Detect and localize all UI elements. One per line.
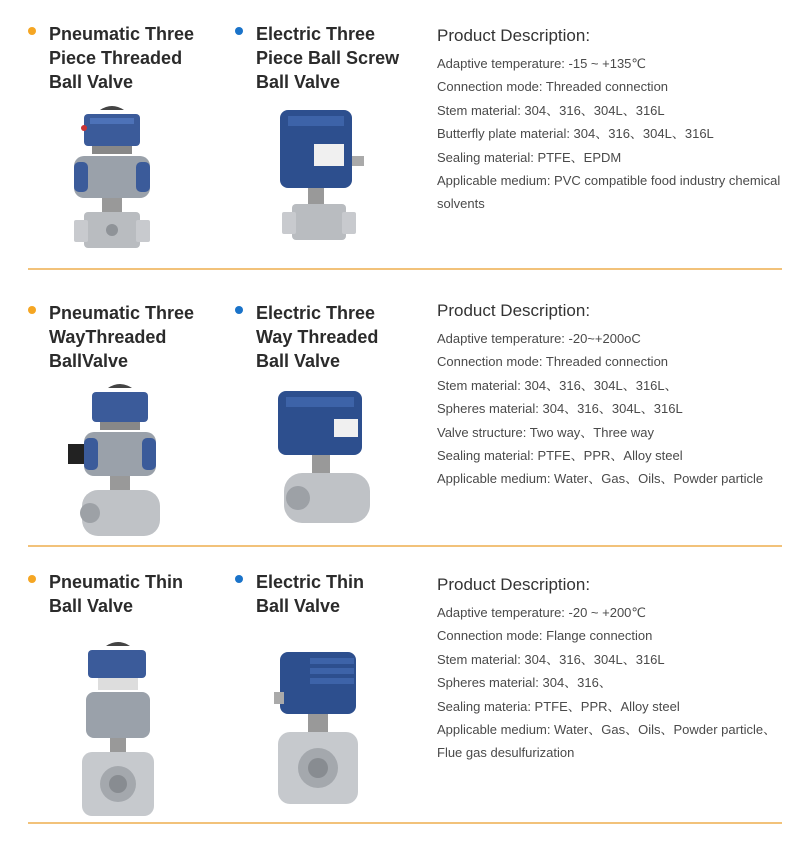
bullet-dot xyxy=(28,306,36,314)
product-pneumatic-thin[interactable] xyxy=(28,570,218,618)
product-row-1 xyxy=(0,0,800,270)
product-title: Pneumatic Three WayThreaded BallValve xyxy=(49,303,195,371)
product-row-3 xyxy=(0,552,800,832)
spec-line: Applicable medium: Water、Gas、Oils、Powder particle、 xyxy=(437,722,777,738)
product-title: Electric Three Piece Ball Screw Ball Valve xyxy=(256,24,400,92)
electric-3way-ball-valve-icon xyxy=(268,385,378,535)
spec-line: Applicable medium: PVC compatible food industry chemical solvents xyxy=(437,173,781,212)
spec-line: Butterfly plate material: 304、316、304L、316L xyxy=(437,126,714,142)
bullet-dot xyxy=(235,27,243,35)
section-divider xyxy=(28,268,782,270)
bullet-dot xyxy=(28,575,36,583)
section-divider xyxy=(28,822,782,824)
product-row-2 xyxy=(0,275,800,545)
spec-line: Sealing material: PTFE、PPR、Alloy steel xyxy=(437,448,683,464)
spec-line: Adaptive temperature: -20 ~ +200℃ xyxy=(437,605,647,620)
pneumatic-thin-ball-valve-icon xyxy=(78,638,158,820)
product-title: Electric Thin Ball Valve xyxy=(256,572,365,616)
spec-line: Sealing material: PTFE、EPDM xyxy=(437,149,622,165)
product-title: Electric Three Way Threaded Ball Valve xyxy=(256,303,379,371)
spec-line: Spheres material: 304、316、 xyxy=(437,675,612,691)
product-electric-3way[interactable] xyxy=(235,301,425,373)
spec-line: Sealing materia: PTFE、PPR、Alloy steel xyxy=(437,698,680,714)
product-pneumatic-3way[interactable] xyxy=(28,301,218,373)
product-pneumatic-3pc[interactable] xyxy=(28,22,218,94)
product-description xyxy=(437,25,792,216)
spec-line: Connection mode: Flange connection xyxy=(437,628,653,644)
spec-line: Adaptive temperature: -15 ~ +135℃ xyxy=(437,56,647,71)
pneumatic-3pc-ball-valve-icon xyxy=(62,102,157,260)
product-electric-thin[interactable] xyxy=(235,570,425,618)
section-divider xyxy=(28,545,782,547)
bullet-dot xyxy=(28,27,36,35)
bullet-dot xyxy=(235,575,243,583)
product-description xyxy=(437,574,792,765)
spec-line: Spheres material: 304、316、304L、316L xyxy=(437,401,683,417)
description-heading: Product Description: xyxy=(437,301,591,320)
spec-line: Valve structure: Two way、Three way xyxy=(437,424,654,440)
spec-line: Stem material: 304、316、304L、316L、 xyxy=(437,377,678,393)
product-electric-3pc[interactable] xyxy=(235,22,425,94)
pneumatic-3way-ball-valve-icon xyxy=(60,380,170,540)
spec-line: Stem material: 304、316、304L、316L xyxy=(437,102,665,118)
spec-line: Flue gas desulfurization xyxy=(437,745,575,761)
spec-line: Connection mode: Threaded connection xyxy=(437,354,669,370)
product-description xyxy=(437,300,792,491)
spec-line: Stem material: 304、316、304L、316L xyxy=(437,651,665,667)
description-heading: Product Description: xyxy=(437,26,591,45)
electric-thin-ball-valve-icon xyxy=(270,648,365,820)
description-heading: Product Description: xyxy=(437,575,591,594)
bullet-dot xyxy=(235,306,243,314)
electric-3pc-ball-valve-icon xyxy=(270,100,370,260)
product-title: Pneumatic Three Piece Threaded Ball Valve xyxy=(49,24,195,92)
spec-line: Connection mode: Threaded connection xyxy=(437,79,669,95)
spec-line: Applicable medium: Water、Gas、Oils、Powder particle xyxy=(437,471,764,487)
spec-line: Adaptive temperature: -20~+200oC xyxy=(437,331,641,346)
product-title: Pneumatic Thin Ball Valve xyxy=(49,572,184,616)
